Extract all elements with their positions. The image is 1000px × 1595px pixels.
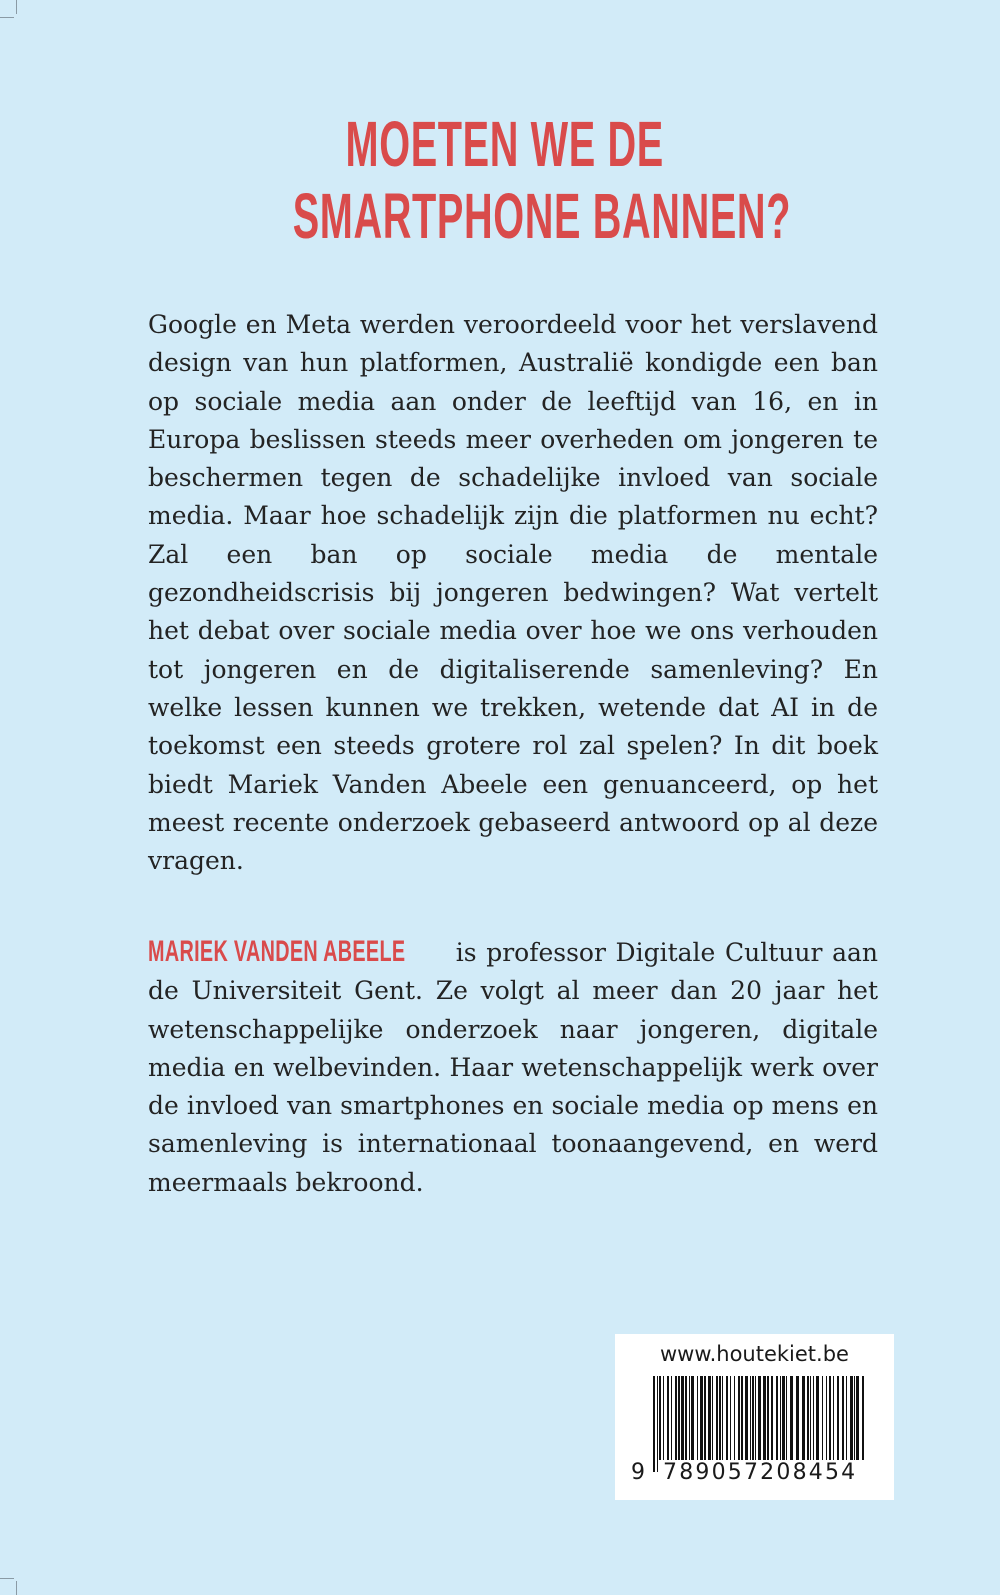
barcode-bar: [678, 1376, 680, 1460]
barcode-bar: [807, 1376, 809, 1460]
barcode-bar: [730, 1376, 731, 1460]
barcode-bar: [671, 1376, 672, 1460]
barcode-bar: [691, 1376, 694, 1460]
isbn-first-digit: 9: [631, 1460, 645, 1485]
barcode-bar: [822, 1376, 823, 1460]
barcode-bar: [856, 1376, 859, 1460]
barcode-bar: [675, 1376, 677, 1460]
barcode-bar: [786, 1376, 787, 1460]
author-bio: [148, 933, 878, 1202]
book-title: [140, 108, 870, 252]
publisher-url: www.houtekiet.be: [660, 1342, 849, 1366]
barcode-bar: [741, 1376, 743, 1460]
barcode-bar: [708, 1376, 711, 1460]
isbn-digits: 789057208454: [661, 1460, 877, 1485]
barcode-bar: [846, 1376, 847, 1460]
author-bio-text: is professor Digitale Cultuur aan de Universiteit Gent. Ze volgt al meer dan 20 jaar het wetenschappelijke onderzoek naar jongeren, digitale media en welbevinden. Haar wetenschappelijk werk over de invloed van smartphones en sociale media op mens en samenleving is internationaal toonaangevend, en werd meermaals bekroond.: [148, 938, 878, 1197]
barcode-bar: [833, 1376, 834, 1460]
barcode-bar: [750, 1376, 751, 1460]
barcode-bar: [763, 1376, 766, 1460]
barcode-bar: [758, 1376, 761, 1472]
book-title-line-1: MOETEN WE DE: [345, 108, 665, 180]
barcode-bar: [790, 1376, 793, 1460]
barcode-bar: [716, 1376, 718, 1460]
barcode-bar: [704, 1376, 706, 1460]
barcode-bar: [663, 1376, 664, 1460]
barcode-bar: [810, 1376, 811, 1460]
barcode-bar: [752, 1376, 754, 1460]
barcode-bar: [722, 1376, 723, 1460]
barcode-panel: [615, 1334, 894, 1500]
barcode-bar: [862, 1376, 864, 1472]
book-blurb: Google en Meta werden veroordeeld voor het verslavend design van hun platformen, Australië kondigde een ban op sociale media aan onder de leeftijd van 16, en in Europa beslissen steeds meer overheden om jongeren te beschermen tegen de schadelijke invloed van sociale media. Maar hoe schadelijk zijn die platformen nu echt? Zal een ban op sociale media de mentale gezondheidscrisis bij jongeren bedwingen? Wat vertelt het debat over sociale media over hoe we ons verhouden tot jongeren en de digitaliserende samenleving? En welke lessen kunnen we trekken, wetende dat AI in de toekomst een steeds grotere rol zal spelen? In dit boek biedt Mariek Vanden Abeele een genuanceerd, op het meest recente onderzoek gebaseerd antwoord op al deze vragen.: [148, 310, 878, 876]
barcode-bar: [842, 1376, 844, 1460]
barcode-bar: [659, 1376, 661, 1460]
barcode-bar: [780, 1376, 781, 1460]
crop-mark: [0, 1578, 14, 1579]
barcode-bar: [850, 1376, 853, 1460]
barcode-bar: [796, 1376, 799, 1460]
barcode-bar: [813, 1376, 814, 1460]
barcode-bar: [854, 1376, 855, 1460]
barcode-bar: [745, 1376, 748, 1460]
barcode-bar: [826, 1376, 827, 1460]
barcode-bar: [700, 1376, 703, 1460]
barcode-bar: [657, 1376, 658, 1472]
crop-mark: [0, 17, 14, 18]
barcode-bar: [829, 1376, 831, 1460]
barcode-bar: [667, 1376, 669, 1460]
barcode-bar: [802, 1376, 805, 1460]
barcode-icon: [653, 1376, 867, 1472]
barcode-bar: [719, 1376, 721, 1460]
barcode-bar: [771, 1376, 773, 1460]
barcode-bar: [653, 1376, 655, 1472]
barcode-bar: [738, 1376, 740, 1460]
barcode-bar: [755, 1376, 756, 1460]
barcode-bar: [689, 1376, 690, 1460]
barcode-bar: [685, 1376, 687, 1460]
author-name: MARIEK VANDEN ABEELE: [148, 935, 406, 968]
barcode-bar: [734, 1376, 735, 1460]
barcode-bar: [782, 1376, 785, 1460]
barcode-bar: [697, 1376, 698, 1460]
barcode-bar: [767, 1376, 769, 1460]
barcode-bar: [726, 1376, 728, 1460]
barcode-bar: [837, 1376, 839, 1460]
barcode-bar: [712, 1376, 713, 1460]
barcode-bar: [816, 1376, 819, 1460]
barcode-bar: [776, 1376, 778, 1460]
crop-mark: [16, 1581, 17, 1595]
book-title-line-2: SMARTPHONE BANNEN?: [292, 180, 792, 252]
crop-mark: [16, 0, 17, 14]
barcode-bar: [681, 1376, 684, 1460]
